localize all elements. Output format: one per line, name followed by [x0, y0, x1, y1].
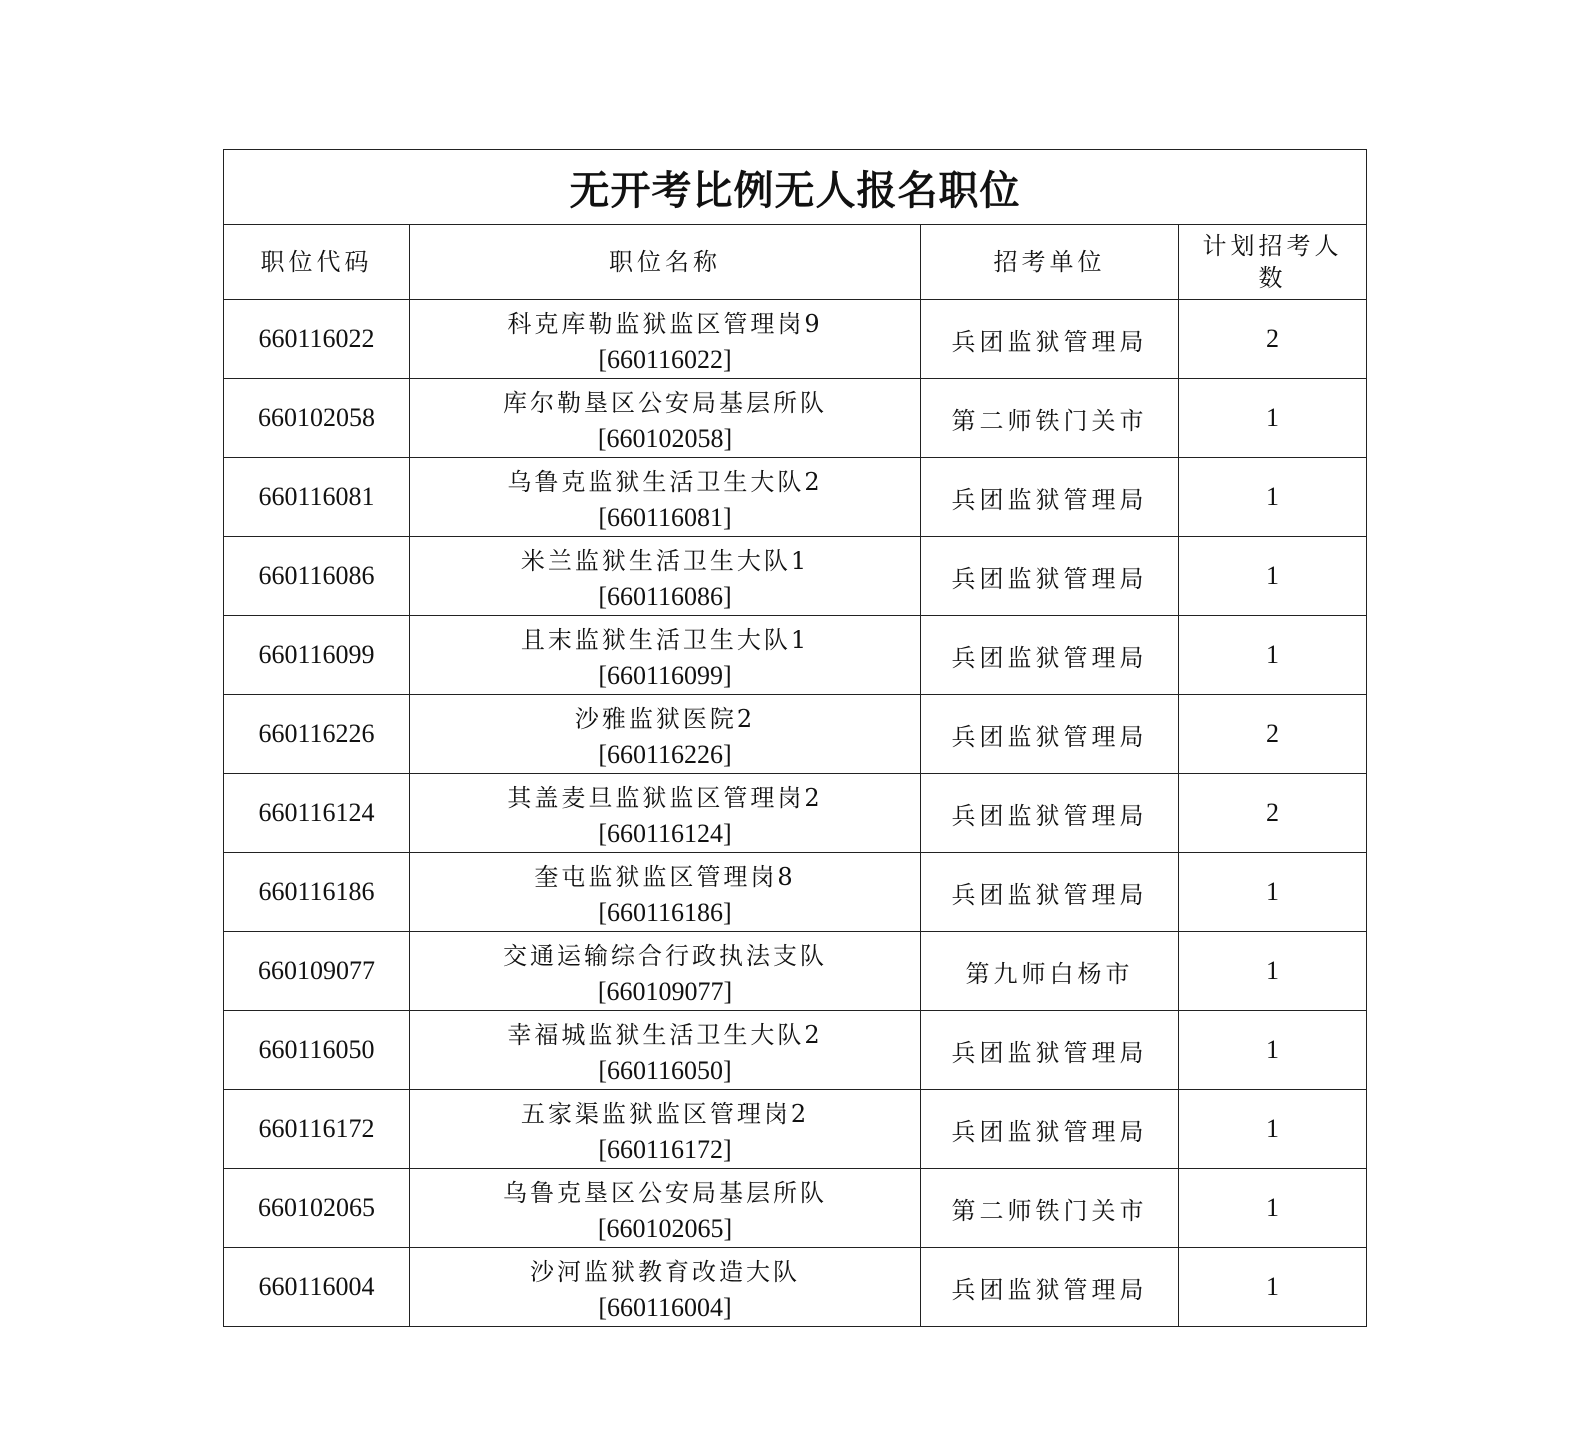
planned-count: 2: [1179, 695, 1367, 774]
position-name-code: [660116050]: [598, 1056, 732, 1085]
position-code: 660116226: [224, 695, 410, 774]
position-code: 660116050: [224, 1011, 410, 1090]
position-name-code: [660116124]: [598, 819, 732, 848]
position-name-code: [660116022]: [598, 345, 732, 374]
planned-count: 1: [1179, 1090, 1367, 1169]
table-row: [224, 616, 1367, 695]
planned-count: 1: [1179, 1011, 1367, 1090]
recruiting-unit: 兵团监狱管理局: [921, 853, 1179, 932]
position-code: 660116186: [224, 853, 410, 932]
position-name: 其盖麦旦监狱监区管理岗2: [507, 784, 823, 812]
header-code: 职位代码: [224, 225, 410, 300]
recruiting-unit: 兵团监狱管理局: [921, 300, 1179, 379]
planned-count: 1: [1179, 1248, 1367, 1327]
position-name-code: [660116186]: [598, 898, 732, 927]
position-name: 奎屯监狱监区管理岗8: [534, 863, 796, 891]
position-code: 660116124: [224, 774, 410, 853]
table-row: [224, 1011, 1367, 1090]
position-name-code: [660116081]: [598, 503, 732, 532]
position-name: 幸福城监狱生活卫生大队2: [507, 1021, 823, 1049]
position-name: 乌鲁克监狱生活卫生大队2: [507, 468, 823, 496]
position-name-code: [660116172]: [598, 1135, 732, 1164]
recruiting-unit: 兵团监狱管理局: [921, 537, 1179, 616]
header-row: [224, 225, 1367, 300]
table-row: [224, 1248, 1367, 1327]
position-code: 660116099: [224, 616, 410, 695]
position-name-cell: [410, 616, 921, 695]
table-row: [224, 300, 1367, 379]
position-name-code: [660116004]: [598, 1293, 732, 1322]
position-name: 沙河监狱教育改造大队: [530, 1258, 800, 1286]
position-code: 660116086: [224, 537, 410, 616]
position-name-cell: [410, 932, 921, 1011]
position-name-cell: [410, 1248, 921, 1327]
position-name: 科克库勒监狱监区管理岗9: [507, 310, 823, 338]
position-name-code: [660116226]: [598, 740, 732, 769]
position-name-cell: [410, 458, 921, 537]
recruiting-unit: 第二师铁门关市: [921, 1169, 1179, 1248]
position-name-cell: [410, 1090, 921, 1169]
recruiting-unit: 第二师铁门关市: [921, 379, 1179, 458]
position-name-cell: [410, 379, 921, 458]
table-row: [224, 1090, 1367, 1169]
planned-count: 1: [1179, 537, 1367, 616]
position-name-code: [660109077]: [597, 977, 733, 1006]
position-name: 且末监狱生活卫生大队1: [520, 626, 810, 654]
position-name: 沙雅监狱医院2: [574, 705, 756, 733]
header-name: 职位名称: [410, 225, 921, 300]
planned-count: 1: [1179, 379, 1367, 458]
position-name-cell: [410, 695, 921, 774]
table-body: [224, 300, 1367, 1327]
title-row: [224, 150, 1367, 225]
recruiting-unit: 兵团监狱管理局: [921, 1090, 1179, 1169]
table-row: [224, 1169, 1367, 1248]
position-name-cell: [410, 300, 921, 379]
table-row: [224, 932, 1367, 1011]
position-name: 库尔勒垦区公安局基层所队: [503, 389, 827, 417]
recruiting-unit: 兵团监狱管理局: [921, 1011, 1179, 1090]
planned-count: 1: [1179, 1169, 1367, 1248]
position-name: 乌鲁克垦区公安局基层所队: [503, 1179, 827, 1207]
planned-count: 2: [1179, 300, 1367, 379]
planned-count: 1: [1179, 616, 1367, 695]
table-row: [224, 853, 1367, 932]
position-name-code: [660102058]: [597, 424, 733, 453]
header-count-label: 计划招考人数: [1202, 232, 1343, 292]
position-name: 交通运输综合行政执法支队: [503, 942, 827, 970]
planned-count: 1: [1179, 932, 1367, 1011]
position-name-code: [660102065]: [597, 1214, 733, 1243]
position-code: 660102065: [224, 1169, 410, 1248]
position-name-code: [660116086]: [598, 582, 732, 611]
position-name: 五家渠监狱监区管理岗2: [520, 1100, 810, 1128]
position-code: 660102058: [224, 379, 410, 458]
position-code: 660116004: [224, 1248, 410, 1327]
planned-count: 2: [1179, 774, 1367, 853]
table-row: [224, 774, 1367, 853]
table-row: [224, 458, 1367, 537]
recruiting-unit: 兵团监狱管理局: [921, 458, 1179, 537]
position-name-cell: [410, 1169, 921, 1248]
position-name-cell: [410, 853, 921, 932]
table-row: [224, 537, 1367, 616]
position-name-cell: [410, 537, 921, 616]
planned-count: 1: [1179, 853, 1367, 932]
planned-count: 1: [1179, 458, 1367, 537]
position-name-code: [660116099]: [598, 661, 732, 690]
position-code: 660116022: [224, 300, 410, 379]
position-name: 米兰监狱生活卫生大队1: [520, 547, 810, 575]
table-row: [224, 695, 1367, 774]
header-unit: 招考单位: [921, 225, 1179, 300]
table-title: 无开考比例无人报名职位: [224, 150, 1367, 225]
position-name-cell: [410, 774, 921, 853]
position-code: 660116081: [224, 458, 410, 537]
recruiting-unit: 兵团监狱管理局: [921, 774, 1179, 853]
recruiting-unit: 第九师白杨市: [921, 932, 1179, 1011]
position-code: 660109077: [224, 932, 410, 1011]
header-count: [1179, 225, 1367, 300]
position-code: 660116172: [224, 1090, 410, 1169]
positions-table: [223, 149, 1367, 1327]
recruiting-unit: 兵团监狱管理局: [921, 616, 1179, 695]
recruiting-unit: 兵团监狱管理局: [921, 695, 1179, 774]
position-name-cell: [410, 1011, 921, 1090]
recruiting-unit: 兵团监狱管理局: [921, 1248, 1179, 1327]
table-row: [224, 379, 1367, 458]
